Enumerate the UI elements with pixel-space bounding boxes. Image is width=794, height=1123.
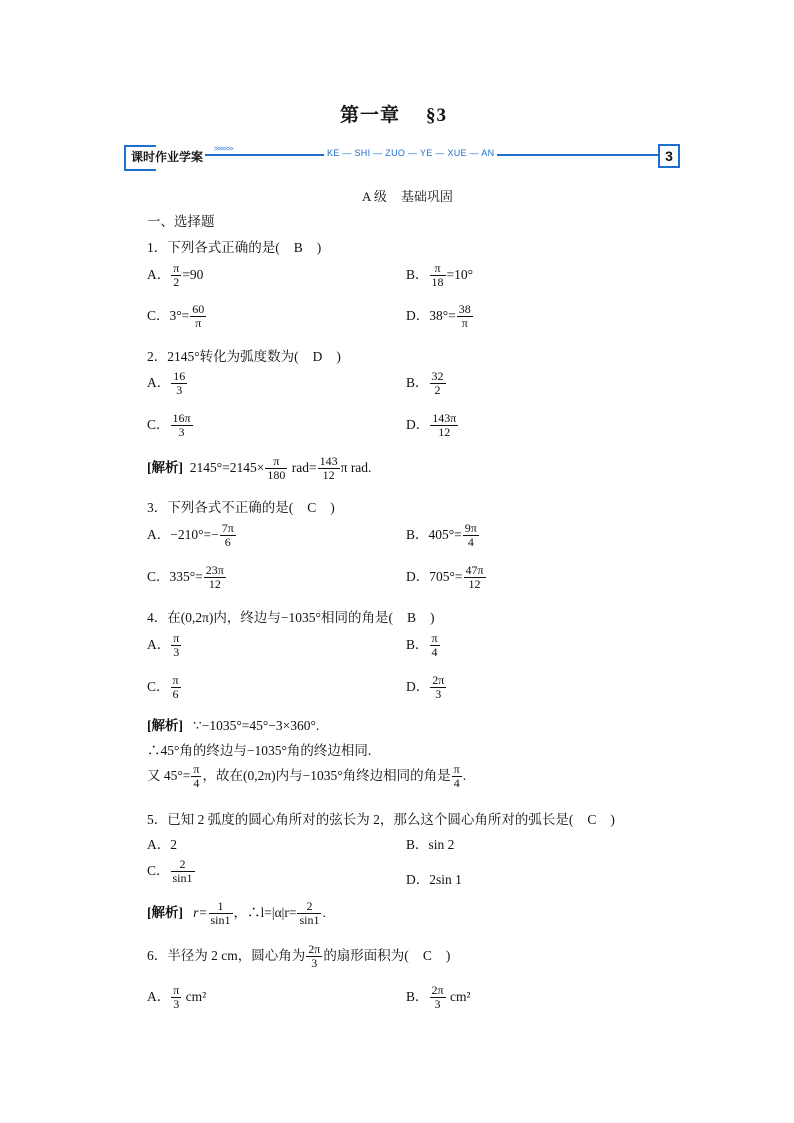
question-3 [147,496,335,516]
fraction [430,984,446,1011]
numerator: 60 [192,302,205,316]
denominator: 2 [173,275,180,290]
q6-option-a [147,984,206,1011]
denominator: 4 [431,645,438,660]
fraction [464,564,486,591]
option-label: D． [406,678,430,694]
answer: B [293,240,303,255]
denominator: 3 [176,383,183,398]
numerator: 2π [308,942,321,956]
paren: ) [336,349,341,364]
fraction [171,632,181,659]
fraction [430,412,458,439]
option-label: A． [147,266,171,282]
explanation-text: rad= [291,459,317,475]
numerator: π [173,261,180,275]
option-label: C． [147,416,170,432]
fraction [171,412,193,439]
q3-option-b [406,522,480,549]
banner-label: 课时作业学案 [131,150,204,164]
explanation-text: . [462,767,467,783]
explanation-text: π rad. [340,459,372,475]
numerator: 2π [432,673,445,687]
option-label: C． [147,862,170,878]
option-label: B． [406,266,429,282]
q1-option-d [406,303,474,330]
denominator: 3 [173,997,180,1012]
question-1 [147,236,321,256]
chapter-title: 第一章 [340,105,401,126]
numerator: 32 [431,369,444,383]
fraction [191,763,201,790]
question-4 [147,606,434,626]
answer: B [406,610,416,625]
option-label: D．705°= [406,568,463,584]
fraction [190,303,206,330]
option-text: =10° [446,266,474,282]
option-label: B． [406,374,429,390]
numerator: π [172,673,179,687]
fraction [463,522,479,549]
denominator: 180 [267,468,286,483]
answer: D [312,349,323,364]
explanation-text: ，故在(0,2π)内与−1035°角终边相同的角是 [202,767,451,783]
q2-option-b [406,370,447,397]
q4-option-a [147,632,182,659]
option-label: B． [406,988,429,1004]
question-2 [147,345,341,365]
option-label: C．335°= [147,568,203,584]
q3-option-d [406,564,487,591]
option-label: B．405°= [406,526,462,542]
unit: cm² [449,988,471,1004]
q6-option-b [406,984,471,1011]
numerator: π [265,455,287,469]
q4-explanation-3 [147,763,466,790]
question-stem: 1．下列各式正确的是( [147,240,280,255]
denominator: sin1 [210,913,231,928]
section-number: §3 [426,105,448,126]
denominator: π [195,316,202,331]
fraction [430,370,446,397]
level-b: 基础巩固 [400,189,453,204]
q5-option-a: A．2 [147,837,177,852]
numerator: 7π [221,521,234,535]
numerator: 47π [465,563,484,577]
denominator: 3 [178,425,185,440]
question-stem: 6．半径为 2 cm，圆心角为 [147,947,306,963]
q2-explanation [147,455,371,482]
fraction [204,564,226,591]
homework-banner [124,142,680,170]
explanation-text: . [322,904,326,920]
explanation-text: ∵−1035°=45°−3×360°. [193,718,320,733]
q3-option-c [147,564,227,591]
q1-option-b [406,262,473,289]
numerator: 1 [209,900,233,914]
numerator: 9π [464,521,477,535]
fraction [220,522,236,549]
option-text: =90 [182,266,204,282]
answer: C [422,947,432,963]
answer: C [587,812,597,827]
denominator: 2 [434,383,441,398]
q4-option-c [147,674,182,701]
numerator: π [431,631,438,645]
q1-option-a [147,262,203,289]
q3-option-a [147,522,237,549]
option-label: D．38°= [406,307,456,323]
explanation-tag: [解析] [147,904,183,920]
denominator: 12 [468,577,481,592]
denominator: 6 [224,535,231,550]
numerator: π [453,762,460,776]
denominator: 3 [173,645,180,660]
numerator: π [173,631,180,645]
level-heading [362,186,453,205]
explanation-tag: [解析] [147,718,183,733]
numerator: π [430,262,446,276]
q2-option-d [406,412,459,439]
fraction [171,858,195,885]
fraction [171,370,187,397]
option-label: C． [147,678,170,694]
numerator: 2 [171,858,195,872]
numerator: 2 [297,900,321,914]
q4-option-b [406,632,441,659]
question-stem: 3．下列各式不正确的是( [147,500,294,515]
paren: ) [610,812,615,827]
denominator: 12 [322,468,335,483]
fraction [430,632,440,659]
q5-option-d: D．2sin 1 [406,872,462,887]
q5-option-b: B．sin 2 [406,837,455,852]
question-stem: 5．已知 2 弧度的圆心角所对的弦长为 2，那么这个圆心角所对的弧长是( [147,812,574,827]
numerator: 16π [172,411,191,425]
fraction [452,763,462,790]
explanation-text: 2145°=2145× [189,459,265,475]
denominator: 12 [438,425,451,440]
denominator: 3 [311,956,318,971]
paren: ) [316,240,322,255]
denominator: sin1 [172,871,193,886]
fraction [430,262,446,289]
denominator: 3 [435,687,442,702]
numerator: π [193,762,200,776]
fraction [430,674,446,701]
numerator: 143 [319,454,338,468]
numerator: π [173,983,180,997]
explanation-tag: [解析] [147,459,183,475]
fraction [171,984,181,1011]
option-label: A．−210°=− [147,526,219,542]
option-label: A． [147,636,171,652]
denominator: 3 [434,997,441,1012]
answer: C [307,500,317,515]
q4-option-d [406,674,447,701]
page-title [340,100,447,127]
numerator: 143π [432,411,457,425]
banner-arrows: >>>>>> [214,146,233,153]
fraction [171,674,181,701]
denominator: sin1 [299,913,320,928]
option-label: B． [406,636,429,652]
fraction [209,900,233,927]
question-stem: 的扇形面积为( [323,947,409,963]
numerator: 2π [431,983,444,997]
question-stem: 4．在(0,2π)内，终边与−1035°相同的角是( [147,610,393,625]
denominator: 4 [193,776,200,791]
explanation-text: r= [193,904,208,920]
paren: ) [330,500,335,515]
numerator: 38 [458,302,471,316]
denominator: 4 [467,535,474,550]
fraction [318,455,340,482]
denominator: π [461,316,468,331]
denominator: 18 [431,275,444,290]
section-heading: 一、选择题 [147,214,215,229]
numerator: 16 [173,369,186,383]
q5-explanation [147,900,326,927]
q1-option-c [147,303,207,330]
q2-option-c [147,412,194,439]
banner-pinyin: KE — SHI — ZUO — YE — XUE — AN [324,148,497,158]
option-label: D． [406,416,430,432]
q4-explanation-2: ∴45°角的终边与−1035°角的终边相同. [147,743,372,758]
fraction [457,303,473,330]
explanation-text: 又 45°= [147,767,191,783]
denominator: 6 [172,687,179,702]
q5-option-c [147,858,196,885]
option-label: A． [147,988,171,1004]
option-label: A． [147,374,171,390]
level-a: A 级 [362,189,387,204]
banner-number: 3 [658,144,680,168]
denominator: 4 [453,776,460,791]
fraction [297,900,321,927]
unit: cm² [185,988,207,1004]
question-stem: 2．2145°转化为弧度数为( [147,349,299,364]
question-5 [147,808,615,828]
question-6 [147,943,450,970]
paren: ) [445,947,451,963]
fraction [306,943,322,970]
denominator: 12 [208,577,221,592]
paren: ) [429,610,435,625]
fraction [265,455,287,482]
numerator: 23π [205,563,224,577]
option-label: C．3°= [147,307,190,323]
q2-option-a [147,370,188,397]
q4-explanation-1 [147,714,319,734]
fraction [171,262,181,289]
explanation-text: ，∴l=|α|r= [233,904,297,920]
